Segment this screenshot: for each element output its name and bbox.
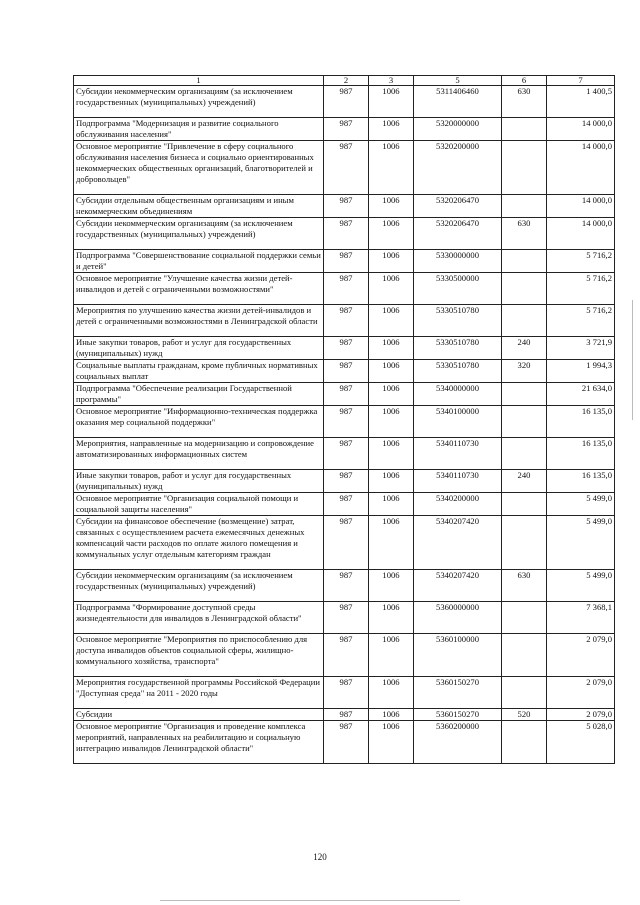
row-expense-type: 320: [502, 360, 547, 383]
row-name: Основное мероприятие "Привлечение в сферу социального обслуживания населения бизнеса и социально ориентированных некоммерческих общественных организаций, благотворителей и добровольцев": [74, 141, 324, 195]
table-row: [74, 195, 615, 218]
row-section-code: 1006: [369, 218, 414, 250]
table-row: [74, 305, 615, 337]
row-grbs-code: 987: [324, 250, 369, 273]
row-name: Субсидии некоммерческим организациям (за исключением государственных (муниципальных) учреждений): [74, 86, 324, 118]
row-expense-type: 240: [502, 470, 547, 493]
row-amount: 5 028,0: [547, 721, 615, 764]
row-section-code: 1006: [369, 438, 414, 470]
row-grbs-code: 987: [324, 709, 369, 721]
row-amount: 7 368,1: [547, 602, 615, 634]
row-section-code: 1006: [369, 721, 414, 764]
row-name: Основное мероприятие "Организация социальной помощи и социальной защиты населения": [74, 493, 324, 516]
row-grbs-code: 987: [324, 86, 369, 118]
row-section-code: 1006: [369, 406, 414, 438]
row-grbs-code: 987: [324, 273, 369, 305]
table-header: [74, 76, 615, 86]
table-row: [74, 337, 615, 360]
row-amount: 1 400,5: [547, 86, 615, 118]
table-row: [74, 709, 615, 721]
row-expense-type: 630: [502, 218, 547, 250]
row-amount: 5 716,2: [547, 250, 615, 273]
row-expense-type: 630: [502, 570, 547, 602]
row-target-code: 5340200000: [414, 493, 502, 516]
row-name: Основное мероприятие "Организация и проведение комплекса мероприятий, направленных на реабилитацию и социальную интеграцию инвалидов Ленинградской области": [74, 721, 324, 764]
row-target-code: 5360000000: [414, 602, 502, 634]
row-name: Мероприятия государственной программы Российской Федерации "Доступная среда" на 2011 - 2020 годы: [74, 677, 324, 709]
row-section-code: 1006: [369, 677, 414, 709]
row-section-code: 1006: [369, 337, 414, 360]
row-grbs-code: 987: [324, 118, 369, 141]
row-grbs-code: 987: [324, 218, 369, 250]
row-grbs-code: 987: [324, 516, 369, 570]
row-expense-type: [502, 493, 547, 516]
row-expense-type: [502, 677, 547, 709]
row-amount: 2 079,0: [547, 634, 615, 677]
row-target-code: 5340207420: [414, 570, 502, 602]
row-name: Субсидии отдельным общественным организациям и иным некоммерческим объединениям: [74, 195, 324, 218]
row-name: Мероприятия по улучшению качества жизни детей-инвалидов и детей с ограниченными возможностями в Ленинградской области: [74, 305, 324, 337]
row-name: Субсидии некоммерческим организациям (за исключением государственных (муниципальных) учреждений): [74, 218, 324, 250]
row-target-code: 5320206470: [414, 218, 502, 250]
row-name: Подпрограмма "Формирование доступной среды жизнедеятельности для инвалидов в Ленинградской области": [74, 602, 324, 634]
row-target-code: 5320206470: [414, 195, 502, 218]
row-section-code: 1006: [369, 305, 414, 337]
row-expense-type: 630: [502, 86, 547, 118]
row-section-code: 1006: [369, 250, 414, 273]
row-amount: 16 135,0: [547, 438, 615, 470]
row-section-code: 1006: [369, 516, 414, 570]
table-body: [74, 86, 615, 764]
row-section-code: 1006: [369, 602, 414, 634]
header-col-5: 5: [414, 76, 502, 86]
table-row: [74, 218, 615, 250]
row-expense-type: [502, 602, 547, 634]
row-name: Подпрограмма "Обеспечение реализации Государственной программы": [74, 383, 324, 406]
row-name: Основное мероприятие "Улучшение качества жизни детей-инвалидов и детей с ограниченными возможностями": [74, 273, 324, 305]
row-name: Социальные выплаты гражданам, кроме публичных нормативных социальных выплат: [74, 360, 324, 383]
header-col-1: 1: [74, 76, 324, 86]
row-amount: 14 000,0: [547, 118, 615, 141]
row-grbs-code: 987: [324, 438, 369, 470]
row-section-code: 1006: [369, 195, 414, 218]
row-target-code: 5330500000: [414, 273, 502, 305]
row-expense-type: [502, 634, 547, 677]
row-name: Иные закупки товаров, работ и услуг для государственных (муниципальных) нужд: [74, 470, 324, 493]
table-row: [74, 570, 615, 602]
row-amount: 5 499,0: [547, 516, 615, 570]
row-section-code: 1006: [369, 141, 414, 195]
row-expense-type: [502, 141, 547, 195]
row-target-code: 5360200000: [414, 721, 502, 764]
row-amount: 5 716,2: [547, 305, 615, 337]
row-amount: 1 994,3: [547, 360, 615, 383]
row-section-code: 1006: [369, 709, 414, 721]
row-target-code: 5311406460: [414, 86, 502, 118]
row-grbs-code: 987: [324, 360, 369, 383]
row-amount: 16 135,0: [547, 470, 615, 493]
row-target-code: 5360150270: [414, 709, 502, 721]
row-amount: 21 634,0: [547, 383, 615, 406]
row-target-code: 5330000000: [414, 250, 502, 273]
row-amount: 2 079,0: [547, 709, 615, 721]
row-section-code: 1006: [369, 383, 414, 406]
row-target-code: 5340207420: [414, 516, 502, 570]
row-expense-type: [502, 273, 547, 305]
row-amount: 5 499,0: [547, 570, 615, 602]
header-row: [74, 76, 615, 86]
row-amount: 14 000,0: [547, 141, 615, 195]
header-col-6: 6: [502, 76, 547, 86]
row-name: Субсидии некоммерческим организациям (за исключением государственных (муниципальных) учреждений): [74, 570, 324, 602]
row-target-code: 5330510780: [414, 360, 502, 383]
row-expense-type: [502, 406, 547, 438]
row-grbs-code: 987: [324, 383, 369, 406]
row-grbs-code: 987: [324, 141, 369, 195]
row-name: Иные закупки товаров, работ и услуг для государственных (муниципальных) нужд: [74, 337, 324, 360]
table-row: [74, 493, 615, 516]
table-row: [74, 516, 615, 570]
row-amount: 2 079,0: [547, 677, 615, 709]
row-amount: 3 721,9: [547, 337, 615, 360]
row-target-code: 5320200000: [414, 141, 502, 195]
table-row: [74, 677, 615, 709]
row-section-code: 1006: [369, 570, 414, 602]
row-target-code: 5360150270: [414, 677, 502, 709]
row-expense-type: [502, 721, 547, 764]
row-section-code: 1006: [369, 86, 414, 118]
row-target-code: 5340100000: [414, 406, 502, 438]
header-col-2: 2: [324, 76, 369, 86]
row-name: Мероприятия, направленные на модернизацию и сопровождение автоматизированных информационных систем: [74, 438, 324, 470]
row-target-code: 5320000000: [414, 118, 502, 141]
row-name: Субсидии: [74, 709, 324, 721]
header-col-3: 3: [369, 76, 414, 86]
row-section-code: 1006: [369, 493, 414, 516]
table-row: [74, 721, 615, 764]
row-target-code: 5340110730: [414, 438, 502, 470]
budget-table: [73, 75, 615, 764]
table-row: [74, 141, 615, 195]
row-amount: 16 135,0: [547, 406, 615, 438]
table-row: [74, 86, 615, 118]
row-expense-type: [502, 516, 547, 570]
table-row: [74, 470, 615, 493]
row-expense-type: 520: [502, 709, 547, 721]
table-row: [74, 602, 615, 634]
row-grbs-code: 987: [324, 570, 369, 602]
row-expense-type: 240: [502, 337, 547, 360]
table-row: [74, 360, 615, 383]
row-target-code: 5330510780: [414, 305, 502, 337]
row-section-code: 1006: [369, 273, 414, 305]
row-section-code: 1006: [369, 360, 414, 383]
row-grbs-code: 987: [324, 406, 369, 438]
table-row: [74, 383, 615, 406]
row-amount: 5 716,2: [547, 273, 615, 305]
row-grbs-code: 987: [324, 195, 369, 218]
row-amount: 5 499,0: [547, 493, 615, 516]
row-section-code: 1006: [369, 634, 414, 677]
row-grbs-code: 987: [324, 634, 369, 677]
row-grbs-code: 987: [324, 470, 369, 493]
row-name: Субсидии на финансовое обеспечение (возмещение) затрат, связанных с осуществлением расчета ежемесячных денежных компенсаций части расходов по оплате жилого помещения и коммунальных услуг отдельным категориям граждан: [74, 516, 324, 570]
table-row: [74, 438, 615, 470]
row-expense-type: [502, 383, 547, 406]
row-target-code: 5340000000: [414, 383, 502, 406]
row-grbs-code: 987: [324, 677, 369, 709]
row-expense-type: [502, 305, 547, 337]
row-name: Основное мероприятие "Мероприятия по приспособлению для доступа инвалидов объектов социальной сферы, жилищно-коммунального хозяйства, транспорта": [74, 634, 324, 677]
row-grbs-code: 987: [324, 721, 369, 764]
row-grbs-code: 987: [324, 337, 369, 360]
header-col-7: 7: [547, 76, 615, 86]
row-name: Подпрограмма "Модернизация и развитие социального обслуживания населения": [74, 118, 324, 141]
row-name: Подпрограмма "Совершенствование социальной поддержки семьи и детей": [74, 250, 324, 273]
row-grbs-code: 987: [324, 602, 369, 634]
row-target-code: 5360100000: [414, 634, 502, 677]
row-expense-type: [502, 195, 547, 218]
row-expense-type: [502, 438, 547, 470]
row-grbs-code: 987: [324, 493, 369, 516]
table-row: [74, 273, 615, 305]
table-row: [74, 406, 615, 438]
row-amount: 14 000,0: [547, 218, 615, 250]
row-target-code: 5330510780: [414, 337, 502, 360]
row-section-code: 1006: [369, 470, 414, 493]
table-row: [74, 634, 615, 677]
table-row: [74, 250, 615, 273]
row-amount: 14 000,0: [547, 195, 615, 218]
row-grbs-code: 987: [324, 305, 369, 337]
row-target-code: 5340110730: [414, 470, 502, 493]
scan-edge-mark: [160, 900, 460, 901]
table-row: [74, 118, 615, 141]
row-name: Основное мероприятие "Информационно-техническая поддержка оказания мер социальной поддержки": [74, 406, 324, 438]
scan-edge-mark: [632, 300, 633, 420]
row-section-code: 1006: [369, 118, 414, 141]
row-expense-type: [502, 250, 547, 273]
page-number: 120: [313, 852, 327, 862]
row-expense-type: [502, 118, 547, 141]
